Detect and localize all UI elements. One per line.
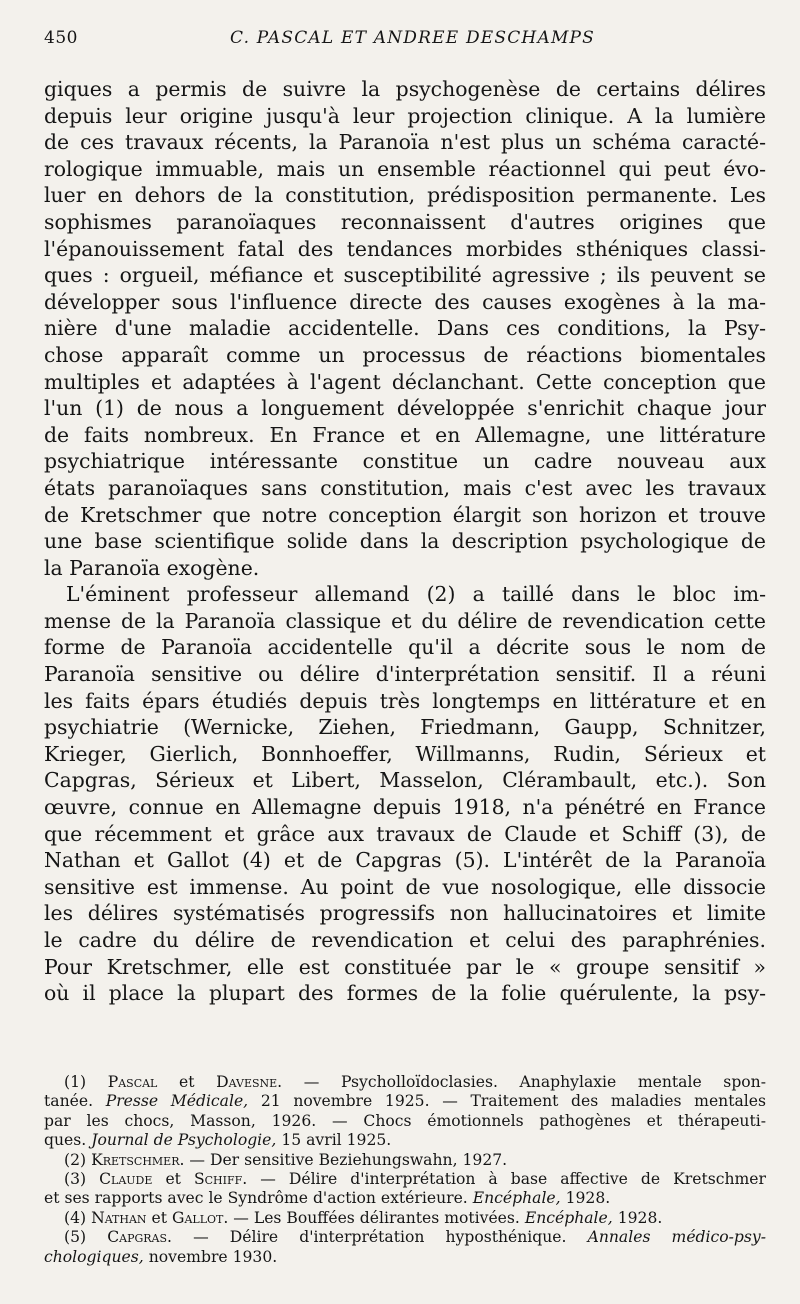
- footnote-3: (3) Claude et Schiff. — Délire d'interprétation à base affective de Kretschmer: [64, 1169, 766, 1188]
- paragraph-end-line: la Paranoïa exogène.: [44, 555, 260, 580]
- text-line: sensitive est immense. Au point de vue nosologique, elle dissocie: [44, 874, 766, 899]
- text-line: depuis leur origine jusqu'à leur projection clinique. A la lumière: [44, 103, 766, 128]
- footnote-author: Pascal: [107, 1073, 158, 1091]
- text-line: le cadre du délire de revendication et celui des paraphrénies.: [44, 928, 766, 952]
- footnote-author: Claude: [99, 1169, 153, 1188]
- text-line: forme de Paranoïa accidentelle qu'il a décrite sous le nom de: [44, 635, 766, 660]
- text-line: que récemment et grâce aux travaux de Claude et Schiff (3), de: [44, 821, 766, 846]
- text-line: de Kretschmer que notre conception élargit son horizon et trouve: [44, 502, 766, 527]
- text-line: ques : orgueil, méfiance et susceptibilité agressive ; ils peuvent se: [44, 263, 766, 288]
- footnote-3-line: et ses rapports avec le Syndrôme d'action extérieure. Encéphale, 1928.: [44, 1189, 611, 1208]
- journal-title: Presse Médicale,: [105, 1092, 249, 1111]
- body-text: [44, 76, 766, 1007]
- paragraph-start-line: L'éminent professeur allemand (2) a taillé dans le bloc im-: [66, 582, 766, 607]
- text-line: les faits épars étudiés depuis très longtemps en littérature et en: [44, 688, 766, 713]
- text-line: Capgras, Sérieux et Libert, Masselon, Clérambault, etc.). Son: [44, 768, 766, 793]
- text-line: Pour Kretschmer, elle est constituée par le « groupe sensitif »: [44, 954, 766, 979]
- text-line: multiples et adaptées à l'agent déclanchant. Cette conception que: [44, 369, 766, 394]
- text-line: œuvre, connue en Allemagne depuis 1918, n'a pénétré en France: [44, 795, 766, 820]
- footnote-1-line: par les chocs, Masson, 1926. — Chocs émotionnels pathogènes et thérapeuti-: [44, 1111, 766, 1130]
- text-line: psychiatrie (Wernicke, Ziehen, Friedmann, Gaupp, Schnitzer,: [44, 715, 766, 740]
- text-line: l'épanouissement fatal des tendances morbides sthéniques classi-: [44, 236, 766, 261]
- running-head: [44, 28, 760, 54]
- footnote-author: Davesne: [216, 1073, 278, 1091]
- footnote-author: Gallot: [172, 1208, 224, 1227]
- text-line: chose apparaît comme un processus de réactions biomentales: [44, 342, 766, 367]
- footnote-author: Nathan: [91, 1208, 147, 1227]
- text-line: les délires systématisés progressifs non hallucinatoires et limite: [44, 901, 766, 926]
- journal-title: Encéphale,: [472, 1189, 561, 1208]
- journal-title: chologiques,: [44, 1247, 144, 1266]
- footnote-1: (1) Pascal et Davesne. — Psycholloïdoclasies. Anaphylaxie mentale spon-: [64, 1073, 766, 1091]
- footnotes: [44, 1073, 766, 1267]
- text-line: giques a permis de suivre la psychogenèse de certains délires: [44, 77, 766, 101]
- running-title: C. PASCAL ET ANDREE DESCHAMPS: [230, 28, 596, 48]
- journal-title: Annales médico-psy-: [587, 1228, 766, 1247]
- footnote-1-line: tanée. Presse Médicale, 21 novembre 1925. — Traitement des maladies mentales: [44, 1092, 766, 1111]
- footnote-author: Kretschmer: [91, 1150, 180, 1169]
- text-line: l'un (1) de nous a longuement développée s'enrichit chaque jour: [44, 396, 766, 421]
- text-line: où il place la plupart des formes de la folie quérulente, la psy-: [44, 981, 766, 1006]
- text-line: de faits nombreux. En France et en Allemagne, une littérature: [44, 422, 766, 447]
- footnote-1-line: ques. Journal de Psychologie, 15 avril 1925.: [44, 1131, 392, 1150]
- text-line: luer en dehors de la constitution, prédisposition permanente. Les: [44, 183, 766, 208]
- text-line: états paranoïaques sans constitution, mais c'est avec les travaux: [44, 475, 766, 500]
- text-line: sophismes paranoïaques reconnaissent d'autres origines que: [44, 209, 766, 234]
- page-number: 450: [44, 28, 78, 48]
- text-line: Nathan et Gallot (4) et de Capgras (5). L'intérêt de la Paranoïa: [44, 848, 766, 873]
- footnote-author: Capgras: [107, 1228, 168, 1247]
- text-line: de ces travaux récents, la Paranoïa n'est plus un schéma caracté-: [44, 130, 766, 155]
- footnote-5-line: chologiques, novembre 1930.: [44, 1247, 278, 1266]
- text-line: développer sous l'influence directe des causes exogènes à la ma-: [44, 289, 766, 314]
- footnote-4: (4) Nathan et Gallot. — Les Bouffées délirantes motivées. Encéphale, 1928.: [64, 1208, 663, 1227]
- text-line: psychiatrique intéressante constitue un cadre nouveau aux: [44, 449, 766, 474]
- journal-title: Encéphale,: [524, 1208, 613, 1227]
- footnote-5: (5) Capgras. — Délire d'interprétation hyposthénique. Annales médico-psy-: [64, 1228, 766, 1247]
- text-line: une base scientifique solide dans la description psychologique de: [44, 529, 766, 554]
- text-line: mense de la Paranoïa classique et du délire de revendication cette: [44, 608, 766, 633]
- text-line: nière d'une maladie accidentelle. Dans ces conditions, la Psy-: [44, 316, 766, 341]
- footnote-2: (2) Kretschmer. — Der sensitive Beziehungswahn, 1927.: [64, 1150, 508, 1169]
- footnote-author: Schiff: [193, 1169, 243, 1188]
- text-line: rologique immuable, mais un ensemble réactionnel qui peut évo-: [44, 156, 766, 181]
- journal-title: Journal de Psychologie,: [91, 1131, 277, 1150]
- text-line: Krieger, Gierlich, Bonnhoeffer, Willmanns, Rudin, Sérieux et: [44, 741, 766, 766]
- text-line: Paranoïa sensitive ou délire d'interprétation sensitif. Il a réuni: [44, 662, 766, 687]
